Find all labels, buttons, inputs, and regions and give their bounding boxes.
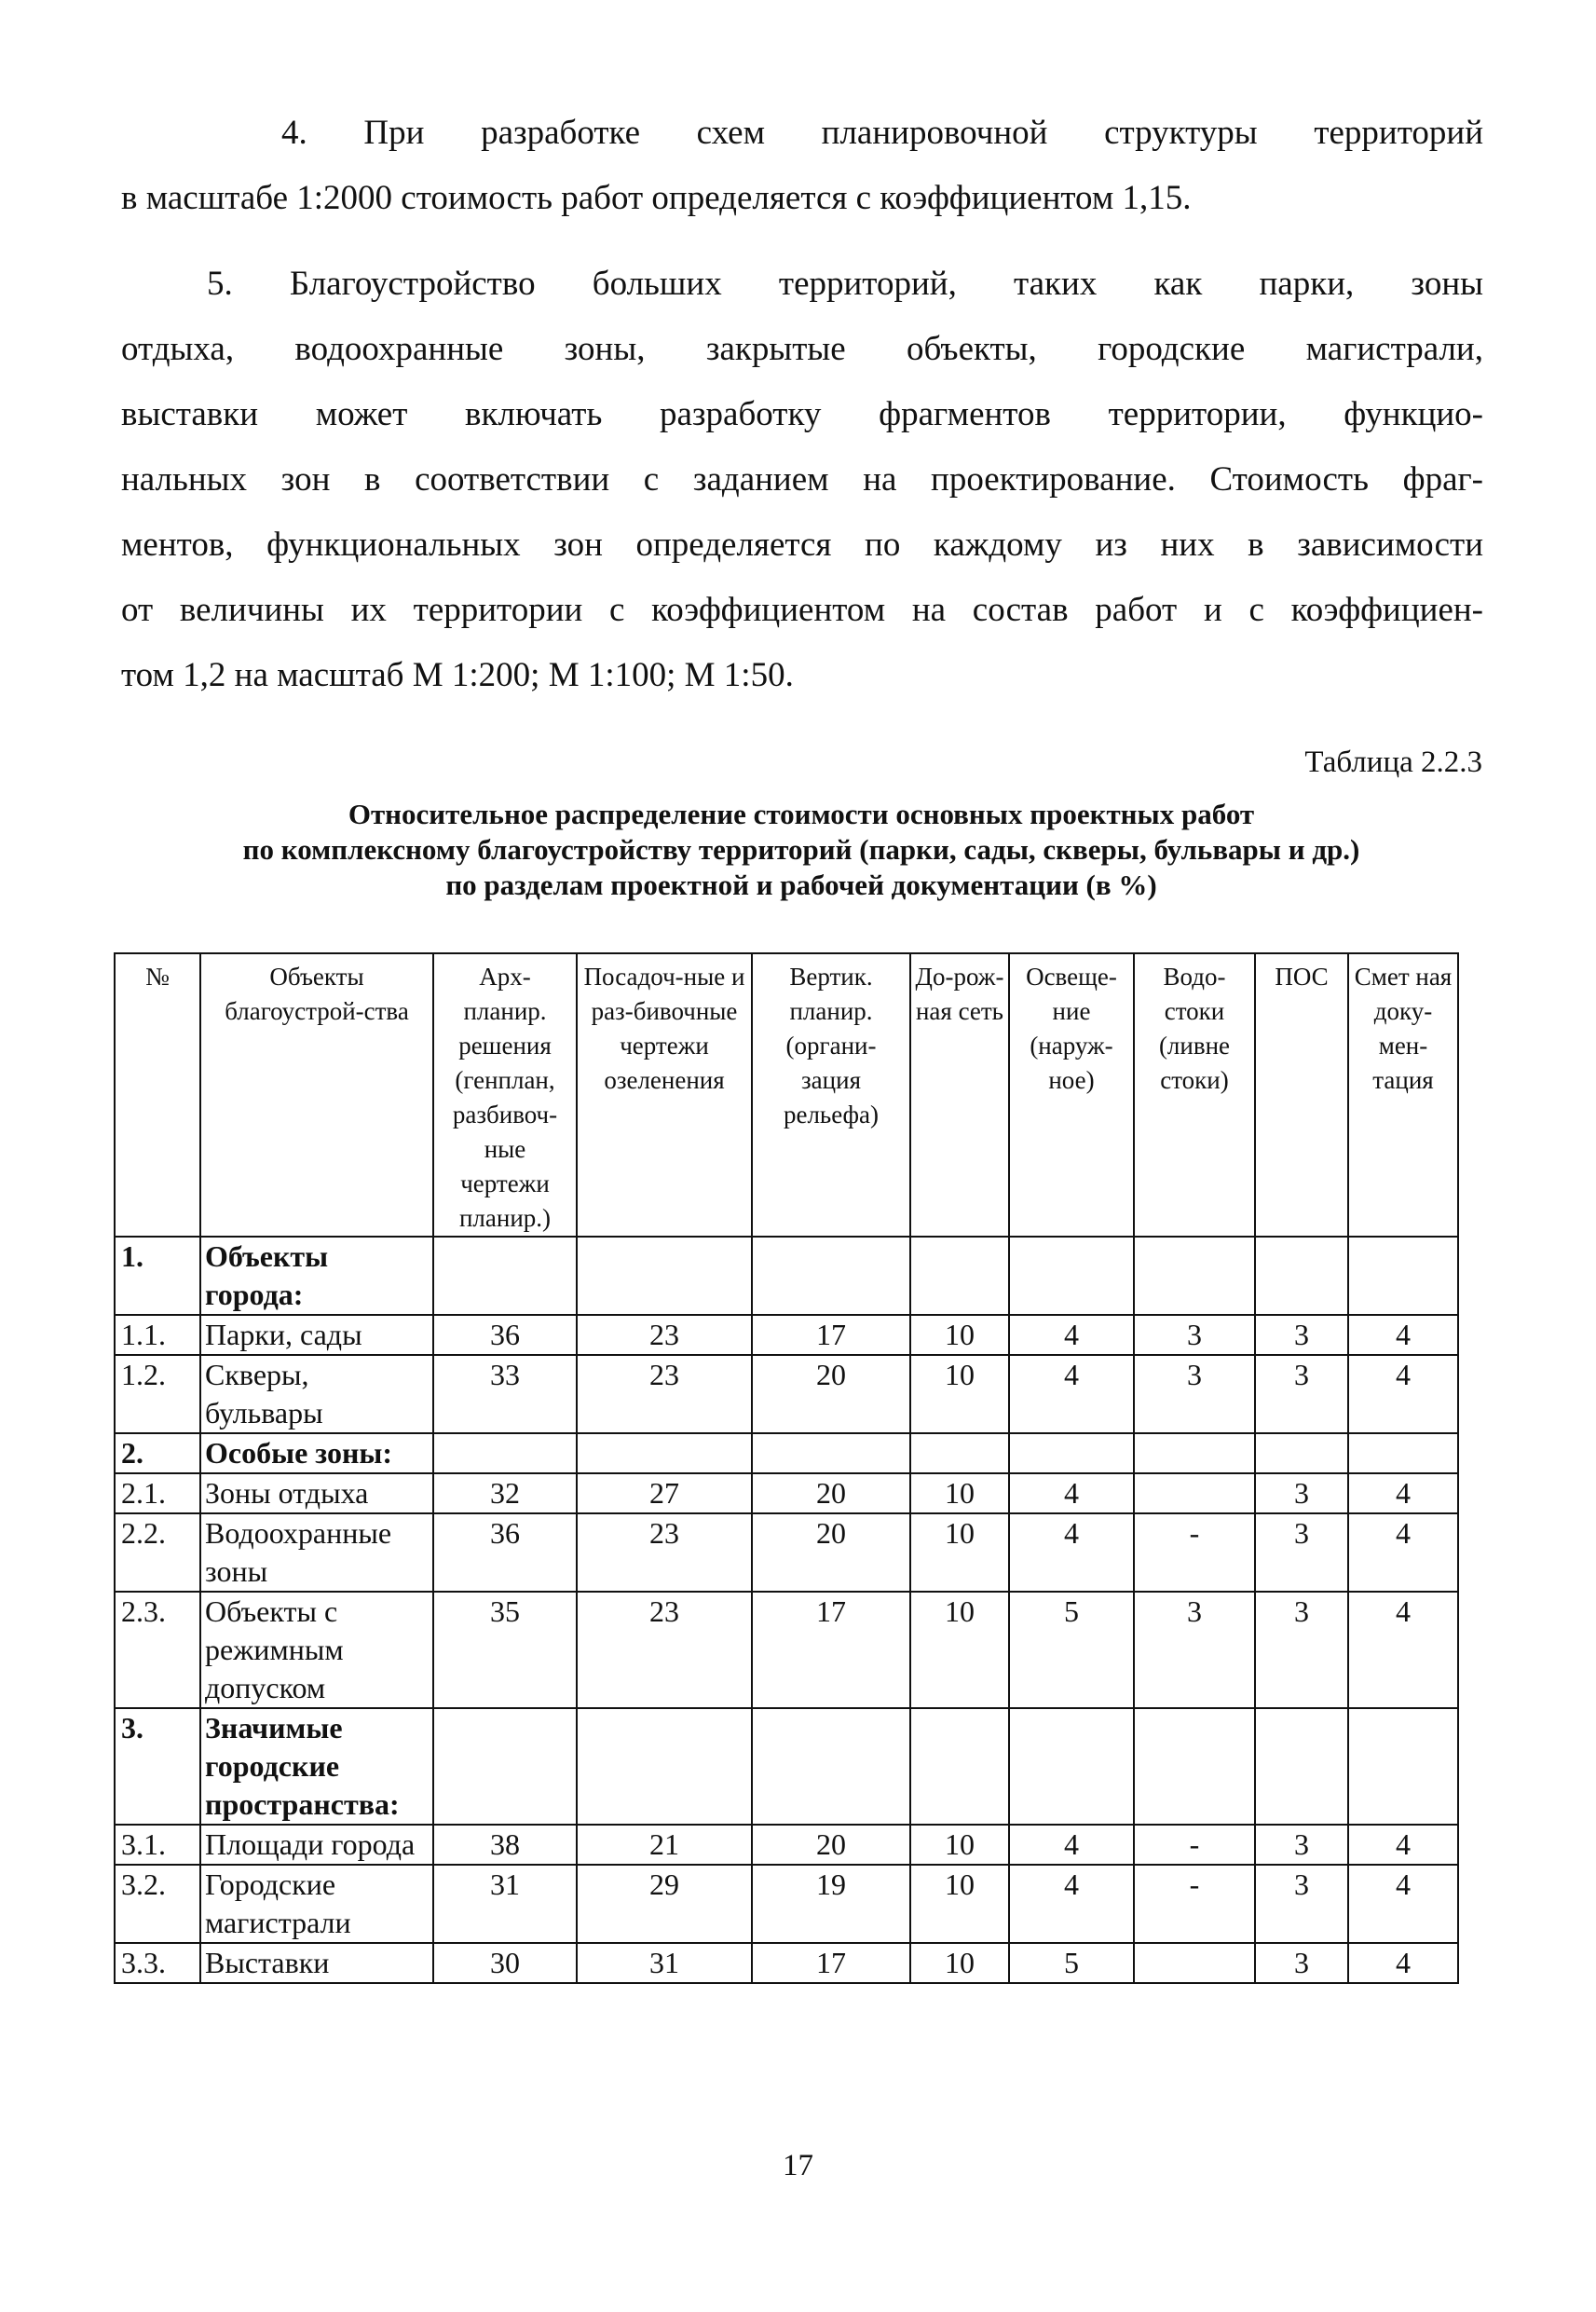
- table-row: [115, 1473, 1458, 1513]
- table-section-row: [115, 1237, 1458, 1315]
- value-cell: [577, 1433, 752, 1473]
- value-cell: 4: [1348, 1943, 1458, 1983]
- object-name-cell: Особые зоны:: [200, 1433, 433, 1473]
- value-cell: 31: [433, 1865, 577, 1943]
- value-cell: 3: [1134, 1355, 1255, 1433]
- value-cell: [1134, 1433, 1255, 1473]
- header-cell: Смет ная доку-мен-тация: [1348, 953, 1458, 1237]
- row-number-cell: 2.3.: [115, 1592, 200, 1708]
- value-cell: 17: [752, 1315, 910, 1355]
- object-name-cell: Скверы, бульвары: [200, 1355, 433, 1433]
- value-cell: 32: [433, 1473, 577, 1513]
- value-cell: 20: [752, 1825, 910, 1865]
- paragraph-line: ментов, функциональных зон определяется по каждому из них в зависимости: [121, 526, 1483, 564]
- object-name-cell: Площади города: [200, 1825, 433, 1865]
- row-number-cell: 2.2.: [115, 1513, 200, 1592]
- paragraph-5: [121, 252, 1483, 708]
- value-cell: 17: [752, 1592, 910, 1708]
- value-cell: 27: [577, 1473, 752, 1513]
- row-number-cell: 3.3.: [115, 1943, 200, 1983]
- value-cell: 4: [1009, 1473, 1134, 1513]
- value-cell: 3: [1255, 1355, 1348, 1433]
- object-name-cell: Зоны отдыха: [200, 1473, 433, 1513]
- value-cell: 17: [752, 1943, 910, 1983]
- value-cell: 29: [577, 1865, 752, 1943]
- header-cell: Посадоч-ные и раз-бивочные чертежи озеленения: [577, 953, 752, 1237]
- value-cell: [1255, 1708, 1348, 1825]
- value-cell: 23: [577, 1592, 752, 1708]
- value-cell: 3: [1255, 1473, 1348, 1513]
- table-section-row: [115, 1433, 1458, 1473]
- value-cell: 4: [1348, 1825, 1458, 1865]
- value-cell: [1009, 1237, 1134, 1315]
- object-name-cell: Объекты города:: [200, 1237, 433, 1315]
- paragraph-line: 5. Благоустройство больших территорий, таких как парки, зоны: [207, 265, 1483, 303]
- value-cell: 4: [1009, 1513, 1134, 1592]
- value-cell: 10: [910, 1865, 1009, 1943]
- value-cell: 10: [910, 1355, 1009, 1433]
- paragraph-line: том 1,2 на масштаб М 1:200; М 1:100; М 1:50.: [121, 656, 794, 694]
- table-label: Таблица 2.2.3: [1304, 746, 1482, 779]
- value-cell: 4: [1348, 1473, 1458, 1513]
- value-cell: 3: [1255, 1825, 1348, 1865]
- table-row: [115, 1943, 1458, 1983]
- object-name-cell: Водоохранные зоны: [200, 1513, 433, 1592]
- value-cell: 4: [1348, 1355, 1458, 1433]
- header-cell: №: [115, 953, 200, 1237]
- paragraph-line: выставки может включать разработку фрагментов территории, функцио-: [121, 395, 1483, 433]
- object-name-cell: Городские магистрали: [200, 1865, 433, 1943]
- value-cell: 3: [1255, 1513, 1348, 1592]
- table-row: [115, 1865, 1458, 1943]
- cost-distribution-table: [114, 952, 1459, 1984]
- value-cell: 30: [433, 1943, 577, 1983]
- value-cell: 4: [1348, 1315, 1458, 1355]
- value-cell: [1009, 1433, 1134, 1473]
- row-number-cell: 2.1.: [115, 1473, 200, 1513]
- value-cell: 36: [433, 1315, 577, 1355]
- value-cell: [1134, 1708, 1255, 1825]
- value-cell: [1134, 1473, 1255, 1513]
- table-row: [115, 1355, 1458, 1433]
- header-cell: До-рож-ная сеть: [910, 953, 1009, 1237]
- value-cell: -: [1134, 1825, 1255, 1865]
- row-number-cell: 1.: [115, 1237, 200, 1315]
- value-cell: [577, 1237, 752, 1315]
- value-cell: 10: [910, 1943, 1009, 1983]
- value-cell: 23: [577, 1315, 752, 1355]
- paragraph-line: в масштабе 1:2000 стоимость работ определяется с коэффициентом 1,15.: [121, 179, 1192, 217]
- value-cell: 3: [1255, 1943, 1348, 1983]
- value-cell: 4: [1009, 1865, 1134, 1943]
- table-row: [115, 1592, 1458, 1708]
- value-cell: 4: [1348, 1592, 1458, 1708]
- value-cell: [752, 1237, 910, 1315]
- header-cell: Водо-стоки (ливне стоки): [1134, 953, 1255, 1237]
- value-cell: 10: [910, 1315, 1009, 1355]
- value-cell: [910, 1708, 1009, 1825]
- object-name-cell: Объекты с режимным допуском: [200, 1592, 433, 1708]
- table-header-row: [115, 953, 1458, 1237]
- value-cell: 33: [433, 1355, 577, 1433]
- row-number-cell: 1.2.: [115, 1355, 200, 1433]
- value-cell: 4: [1348, 1865, 1458, 1943]
- value-cell: 3: [1134, 1592, 1255, 1708]
- value-cell: [1134, 1237, 1255, 1315]
- header-cell: Объекты благоустрой-ства: [200, 953, 433, 1237]
- value-cell: 20: [752, 1513, 910, 1592]
- paragraph-line: 4. При разработке схем планировочной структуры территорий: [281, 114, 1483, 152]
- value-cell: [433, 1433, 577, 1473]
- value-cell: [1134, 1943, 1255, 1983]
- value-cell: 31: [577, 1943, 752, 1983]
- value-cell: 36: [433, 1513, 577, 1592]
- object-name-cell: Парки, сады: [200, 1315, 433, 1355]
- value-cell: 20: [752, 1355, 910, 1433]
- value-cell: 21: [577, 1825, 752, 1865]
- value-cell: 3: [1255, 1865, 1348, 1943]
- object-name-cell: Значимые городские пространства:: [200, 1708, 433, 1825]
- table-title-line: по комплексному благоустройству территорий (парки, сады, скверы, бульвары и др.): [242, 833, 1360, 866]
- row-number-cell: 3.1.: [115, 1825, 200, 1865]
- value-cell: 10: [910, 1592, 1009, 1708]
- page-number: 17: [783, 2149, 813, 2182]
- value-cell: [1348, 1237, 1458, 1315]
- value-cell: 5: [1009, 1592, 1134, 1708]
- value-cell: [577, 1708, 752, 1825]
- value-cell: 10: [910, 1513, 1009, 1592]
- value-cell: 19: [752, 1865, 910, 1943]
- value-cell: -: [1134, 1513, 1255, 1592]
- value-cell: [1348, 1433, 1458, 1473]
- row-number-cell: 2.: [115, 1433, 200, 1473]
- value-cell: 10: [910, 1473, 1009, 1513]
- value-cell: 4: [1348, 1513, 1458, 1592]
- value-cell: 4: [1009, 1355, 1134, 1433]
- value-cell: 4: [1009, 1315, 1134, 1355]
- row-number-cell: 3.: [115, 1708, 200, 1825]
- row-number-cell: 1.1.: [115, 1315, 200, 1355]
- table-title: [112, 797, 1491, 903]
- value-cell: [752, 1708, 910, 1825]
- value-cell: [1009, 1708, 1134, 1825]
- value-cell: -: [1134, 1865, 1255, 1943]
- value-cell: 10: [910, 1825, 1009, 1865]
- table-row: [115, 1315, 1458, 1355]
- paragraph-4: [121, 101, 1483, 231]
- value-cell: [433, 1708, 577, 1825]
- value-cell: 3: [1255, 1592, 1348, 1708]
- value-cell: 23: [577, 1513, 752, 1592]
- header-cell: Вертик. планир. (органи-зация рельефа): [752, 953, 910, 1237]
- value-cell: [910, 1433, 1009, 1473]
- value-cell: 4: [1009, 1825, 1134, 1865]
- value-cell: [1255, 1237, 1348, 1315]
- table-section-row: [115, 1708, 1458, 1825]
- value-cell: [752, 1433, 910, 1473]
- table-row: [115, 1825, 1458, 1865]
- value-cell: 38: [433, 1825, 577, 1865]
- paragraph-line: от величины их территории с коэффициентом на состав работ и с коэффициен-: [121, 591, 1483, 629]
- value-cell: [433, 1237, 577, 1315]
- row-number-cell: 3.2.: [115, 1865, 200, 1943]
- value-cell: 20: [752, 1473, 910, 1513]
- object-name-cell: Выставки: [200, 1943, 433, 1983]
- paragraph-line: отдыха, водоохранные зоны, закрытые объекты, городские магистрали,: [121, 330, 1483, 368]
- table-body: [115, 1237, 1458, 1983]
- value-cell: 3: [1134, 1315, 1255, 1355]
- value-cell: [1348, 1708, 1458, 1825]
- value-cell: 23: [577, 1355, 752, 1433]
- value-cell: 3: [1255, 1315, 1348, 1355]
- value-cell: 5: [1009, 1943, 1134, 1983]
- value-cell: [1255, 1433, 1348, 1473]
- value-cell: [910, 1237, 1009, 1315]
- table-row: [115, 1513, 1458, 1592]
- header-cell: Арх-планир. решения (генплан, разбивоч-ные чертежи планир.): [433, 953, 577, 1237]
- paragraph-line: нальных зон в соответствии с заданием на проектирование. Стоимость фраг-: [121, 460, 1483, 499]
- table-title-line: по разделам проектной и рабочей документации (в %): [445, 869, 1157, 901]
- header-cell: Освеще-ние (наруж-ное): [1009, 953, 1134, 1237]
- header-cell: ПОС: [1255, 953, 1348, 1237]
- table-title-line: Относительное распределение стоимости основных проектных работ: [348, 798, 1255, 830]
- value-cell: 35: [433, 1592, 577, 1708]
